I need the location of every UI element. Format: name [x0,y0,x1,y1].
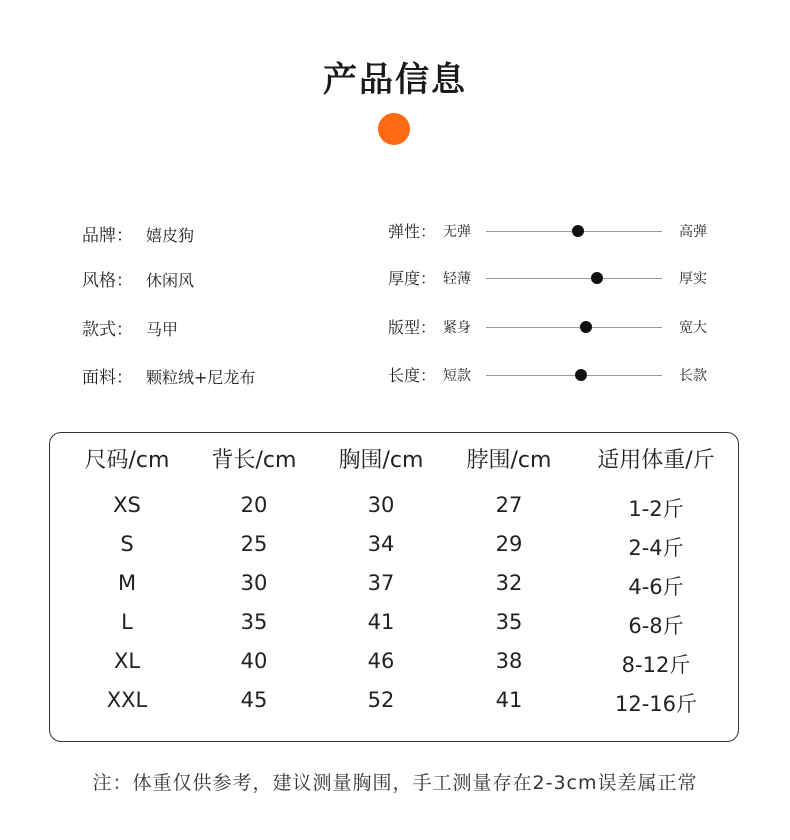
header-weight: 适用体重/斤 [597,448,715,473]
header-back-length: 背长/cm [211,448,297,473]
table-cell: 30 [367,493,395,517]
table-cell: 32 [495,571,523,595]
slider-label: 版型： [388,318,437,337]
slider-track [486,375,662,376]
slider-track [486,327,662,328]
table-cell: 25 [240,532,268,556]
table-cell: XS [113,493,141,517]
table-cell: 38 [495,649,523,673]
slider-fit [388,315,728,339]
info-value: 嬉皮狗 [146,226,195,245]
table-cell: M [117,571,137,595]
size-table [49,432,739,742]
slider-right-label: 厚实 [679,271,707,287]
info-row-fabric [82,363,255,388]
table-cell: 30 [240,571,268,595]
table-cell: 4-6斤 [628,575,684,599]
table-cell: 12-16斤 [614,692,698,716]
table-cell: 1-2斤 [628,497,684,521]
slider-right-label: 长款 [679,368,707,384]
slider-track [486,278,662,279]
page-title: 产品信息 [323,60,467,100]
info-label: 款式： [82,320,133,340]
slider-knob [575,369,587,381]
table-cell: 29 [495,532,523,556]
table-cell: 35 [495,610,523,634]
table-cell: 40 [240,649,268,673]
slider-label: 长度： [388,366,437,385]
info-row-brand [82,221,194,246]
slider-knob [591,272,603,284]
table-cell: XXL [106,688,148,712]
slider-left-label: 无弹 [443,224,471,240]
slider-right-label: 高弹 [679,224,707,240]
header-neck: 脖围/cm [466,448,552,473]
info-label: 风格： [82,271,133,291]
slider-knob [572,225,584,237]
info-label: 面料： [82,368,133,388]
info-label: 品牌： [82,226,133,246]
info-row-type [82,315,178,340]
slider-left-label: 短款 [443,368,471,384]
info-value: 颗粒绒+尼龙布 [146,368,256,387]
table-cell: 2-4斤 [628,536,684,560]
slider-left-label: 紧身 [443,320,471,336]
info-row-style [82,266,194,291]
table-cell: S [120,532,134,556]
table-cell: 41 [495,688,523,712]
slider-right-label: 宽大 [679,320,707,336]
header-size: 尺码/cm [84,448,170,473]
table-cell: 52 [367,688,395,712]
slider-knob [580,321,592,333]
footnote: 注：体重仅供参考，建议测量胸围，手工测量存在2-3cm误差属正常 [92,772,698,794]
table-cell: 37 [367,571,395,595]
slider-thickness [388,266,728,290]
info-value: 马甲 [146,320,179,339]
table-cell: 20 [240,493,268,517]
slider-elasticity [388,219,728,243]
table-cell: 27 [495,493,523,517]
slider-label: 厚度： [388,269,437,288]
table-cell: 45 [240,688,268,712]
table-cell: 35 [240,610,268,634]
table-cell: L [121,610,133,634]
header-chest: 胸围/cm [338,448,424,473]
slider-length [388,363,728,387]
table-cell: 6-8斤 [628,614,684,638]
slider-left-label: 轻薄 [443,271,471,287]
table-cell: 41 [367,610,395,634]
info-value: 休闲风 [146,271,195,290]
table-cell: 8-12斤 [621,653,691,677]
table-cell: 46 [367,649,395,673]
table-cell: XL [113,649,141,673]
accent-dot [378,113,410,145]
slider-label: 弹性： [388,222,437,241]
table-cell: 34 [367,532,395,556]
